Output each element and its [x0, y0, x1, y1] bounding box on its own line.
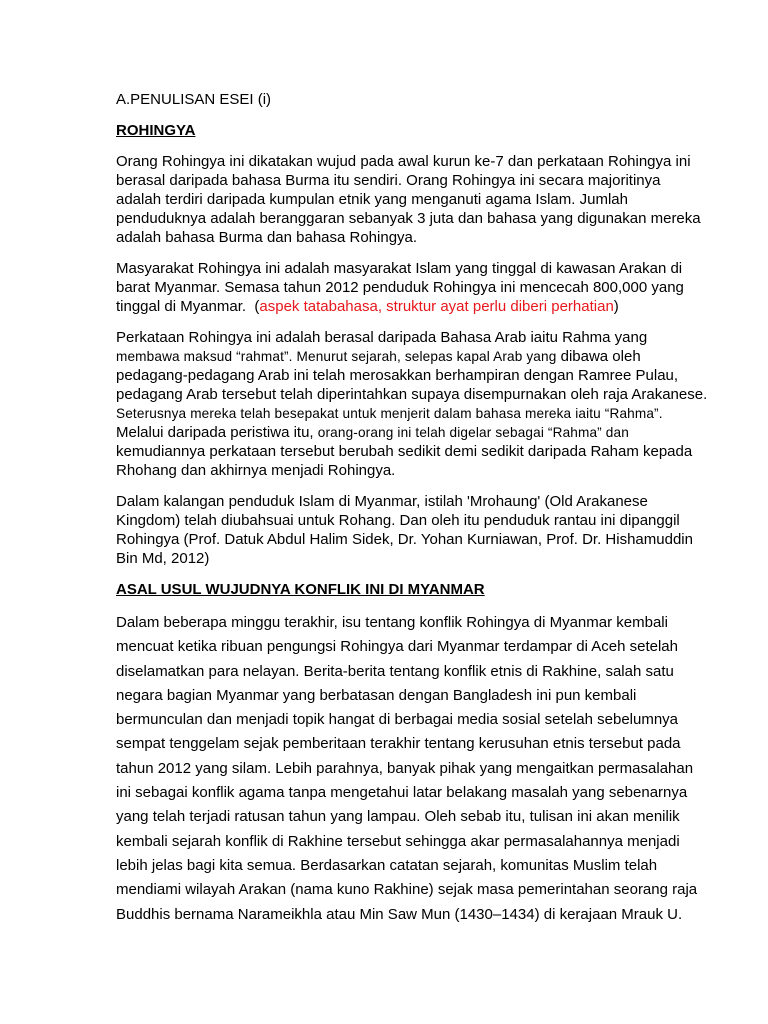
text-line [116, 423, 656, 442]
review-note: aspek tatabahasa, struktur ayat perlu diberi perhatian [259, 298, 614, 315]
text-line: ini sebagai konflik agama tanpa mengetahui latar belakang masalah yang sebenarnya [116, 784, 688, 802]
text-segment: dibawa oleh [556, 348, 641, 365]
text-line [116, 297, 656, 316]
text-line: penduduknya adalah beranggaran sebanyak 3 juta dan bahasa yang digunakan mereka [116, 210, 701, 227]
heading-asal-usul: ASAL USUL WUJUDNYA KONFLIK INI DI MYANMAR [116, 581, 485, 598]
paragraph-4 [116, 492, 693, 568]
text-line: adalah terdiri daripada kumpulan etnik yang menganuti agama Islam. Jumlah [116, 191, 628, 208]
text-line: Bin Md, 2012) [116, 550, 210, 567]
text-line: yang telah terjadi ratusan tahun yang lampau. Oleh sebab itu, tulisan ini akan menilik [116, 808, 680, 826]
text-segment: ) [613, 298, 619, 315]
text-line: bermunculan dan menjadi topik hangat di berbagai media sosial setelah sebelumnya [116, 711, 679, 729]
text-line: tahun 2012 yang silam. Lebih parahnya, banyak pihak yang mengaitkan permasalahan [116, 759, 694, 777]
heading-rohingya: ROHINGYA [116, 122, 196, 139]
paragraph-1 [116, 152, 701, 247]
text-line: Kingdom) telah diubahsuai untuk Rohang. Dan oleh itu penduduk rantau ini dipanggil [116, 512, 680, 529]
document-title: A.PENULISAN ESEI (i) [116, 91, 272, 108]
text-line: adalah bahasa Burma dan bahasa Rohingya. [116, 229, 418, 246]
text-line: kembali sejarah konflik di Rakhine tersebut sehingga akar permasalahannya menjadi [116, 832, 680, 850]
text-line: barat Myanmar. Semasa tahun 2012 penduduk Rohingya ini mencecah 800,000 yang [116, 279, 684, 296]
text-line: Dalam beberapa minggu terakhir, isu tentang konflik Rohingya di Myanmar kembali [116, 614, 668, 631]
text-line: lebih jelas bagi kita semua. Berdasarkan catatan sejarah, komunitas Muslim telah [116, 856, 658, 874]
paragraph-3 [116, 328, 708, 480]
text-line: sempat tenggelam sejak pemberitaan terakhir tentang kerusuhan etnis tersebut pada [116, 735, 681, 753]
text-line: Perkataan Rohingya ini adalah berasal daripada Bahasa Arab iaitu Rahma yang [116, 329, 648, 346]
text-line: kemudiannya perkataan tersebut berubah sedikit demi sedikit daripada Raham kepada [116, 443, 693, 460]
text-line: Rhohang dan akhirnya menjadi Rohingya. [116, 462, 396, 479]
text-segment: orang-orang ini telah digelar sebagai “Rahma” dan [317, 425, 629, 440]
text-segment: membawa maksud “rahmat”. Menurut sejarah, selepas kapal Arab yang [116, 349, 557, 364]
text-line [116, 347, 656, 366]
text-line: Seterusnya mereka telah besepakat untuk menjerit dalam bahasa mereka iaitu “Rahma”. [116, 406, 663, 421]
text-line: pedagang Arab tersebut telah diperintahkan supaya disempurnakan oleh raja Arakanese. [116, 386, 708, 403]
paragraph-5 [116, 611, 698, 927]
text-line: Dalam kalangan penduduk Islam di Myanmar, istilah 'Mrohaung' (Old Arakanese [116, 493, 648, 510]
text-line: Masyarakat Rohingya ini adalah masyarakat Islam yang tinggal di kawasan Arakan di [116, 260, 683, 277]
text-line: mendiami wilayah Arakan (nama kuno Rakhine) sejak masa pemerintahan seorang raja [116, 881, 698, 899]
text-line: berasal daripada bahasa Burma itu sendiri. Orang Rohingya ini secara majoritinya [116, 172, 661, 189]
text-line: Orang Rohingya ini dikatakan wujud pada awal kurun ke-7 dan perkataan Rohingya ini [116, 153, 691, 170]
text-segment: tinggal di Myanmar. ( [116, 298, 260, 315]
text-line: diselamatkan para nelayan. Berita-berita tentang konflik etnis di Rakhine, salah satu [116, 662, 674, 680]
text-line: mencuat ketika ribuan pengungsi Rohingya dari Myanmar terdampar di Aceh setelah [116, 638, 678, 656]
text-line: pedagang-pedagang Arab ini telah merosakkan berhampiran dengan Ramree Pulau, [116, 367, 679, 384]
text-segment: Melalui daripada peristiwa itu, [116, 424, 318, 441]
text-line: Buddhis bernama Narameikhla atau Min Saw Mun (1430–1434) di kerajaan Mrauk U. [116, 905, 683, 923]
text-line: Rohingya (Prof. Datuk Abdul Halim Sidek, Dr. Yohan Kurniawan, Prof. Dr. Hishamuddin [116, 531, 693, 548]
paragraph-2 [116, 259, 684, 316]
text-line: negara bagian Myanmar yang berbatasan dengan Bangladesh ini pun kembali [116, 686, 637, 704]
